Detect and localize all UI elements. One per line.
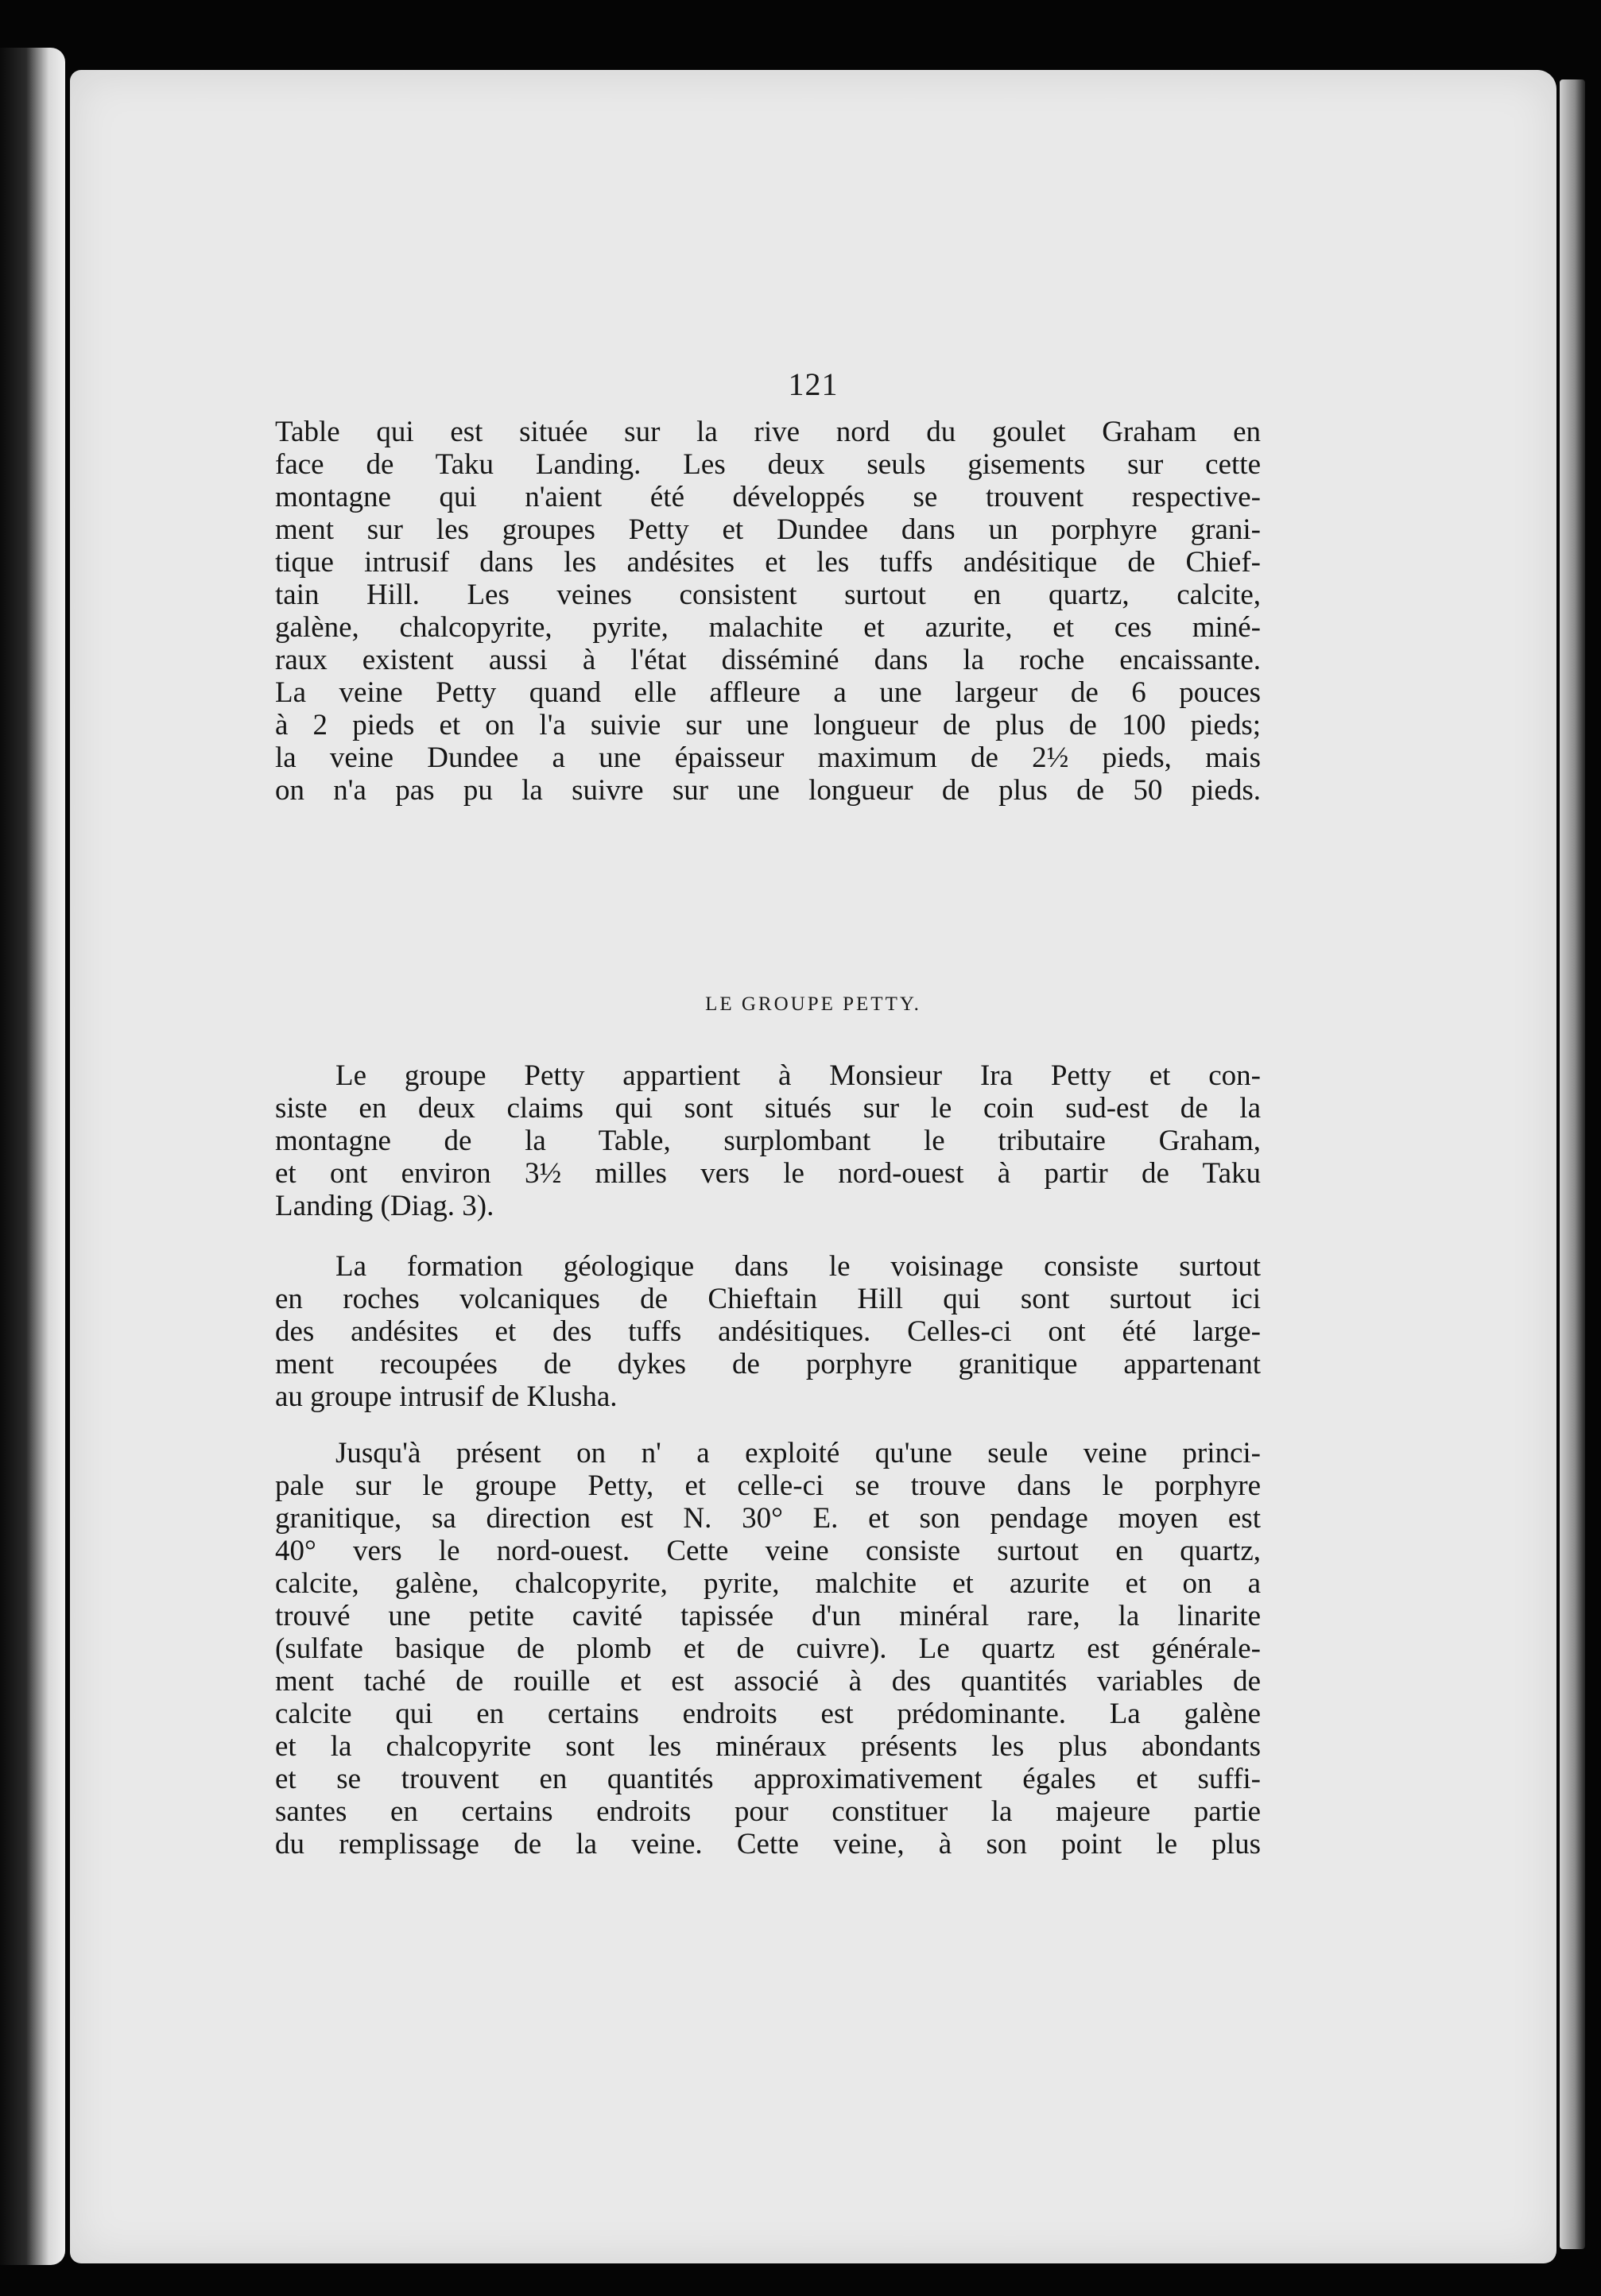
intro-paragraph: [275, 416, 1261, 807]
text-line: calcite qui en certains endroits est prédominante. La galène: [275, 1698, 1261, 1730]
right-binding-edge: [1560, 79, 1585, 2249]
text-line: des andésites et des tuffs andésitiques. Celles-ci ont été large-: [275, 1315, 1261, 1348]
text-line: pale sur le groupe Petty, et celle-ci se trouve dans le porphyre: [275, 1469, 1261, 1502]
section-heading: LE GROUPE PETTY.: [705, 993, 921, 1015]
text-line: montagne qui n'aient été développés se trouvent respective-: [275, 481, 1261, 513]
text-line: face de Taku Landing. Les deux seuls gisements sur cette: [275, 448, 1261, 481]
text-line: on n'a pas pu la suivre sur une longueur de plus de 50 pieds.: [275, 774, 1261, 807]
text-line: du remplissage de la veine. Cette veine, à son point le plus: [275, 1828, 1261, 1860]
text-line: tique intrusif dans les andésites et les tuffs andésitique de Chief-: [275, 546, 1261, 579]
text-line: à 2 pieds et on l'a suivie sur une longueur de plus de 100 pieds;: [275, 709, 1261, 741]
text-line: ment recoupées de dykes de porphyre granitique appartenant: [275, 1348, 1261, 1380]
text-line: granitique, sa direction est N. 30° E. et son pendage moyen est: [275, 1502, 1261, 1535]
paragraph-geology: [275, 1250, 1261, 1413]
text-line: Landing (Diag. 3).: [275, 1190, 494, 1222]
page-number: 121: [788, 366, 839, 402]
text-line: Jusqu'à présent on n' a exploité qu'une seule veine princi-: [335, 1437, 1261, 1469]
text-line: en roches volcaniques de Chieftain Hill qui sont surtout ici: [275, 1283, 1261, 1315]
paragraph-vein: [275, 1437, 1261, 1860]
text-line: Le groupe Petty appartient à Monsieur Ira Petty et con-: [335, 1059, 1261, 1092]
text-line: calcite, galène, chalcopyrite, pyrite, malchite et azurite et on a: [275, 1567, 1261, 1600]
text-line: Table qui est située sur la rive nord du goulet Graham en: [275, 416, 1261, 448]
text-line: ment sur les groupes Petty et Dundee dans un porphyre grani-: [275, 513, 1261, 546]
text-line: raux existent aussi à l'état disséminé dans la roche encaissante.: [275, 644, 1261, 676]
text-line: et ont environ 3½ milles vers le nord-ouest à partir de Taku: [275, 1157, 1261, 1190]
book-page: [70, 70, 1556, 2263]
text-line: (sulfate basique de plomb et de cuivre). Le quartz est générale-: [275, 1632, 1261, 1665]
text-line: siste en deux claims qui sont situés sur le coin sud-est de la: [275, 1092, 1261, 1125]
text-line: la veine Dundee a une épaisseur maximum de 2½ pieds, mais: [275, 741, 1261, 774]
text-line: au groupe intrusif de Klusha.: [275, 1380, 618, 1413]
text-line: et la chalcopyrite sont les minéraux présents les plus abondants: [275, 1730, 1261, 1763]
text-line: galène, chalcopyrite, pyrite, malachite et azurite, et ces miné-: [275, 611, 1261, 644]
text-line: ment taché de rouille et est associé à des quantités variables de: [275, 1665, 1261, 1698]
paragraph-ownership: [275, 1059, 1261, 1222]
text-line: et se trouvent en quantités approximativement égales et suffi-: [275, 1763, 1261, 1795]
text-line: La veine Petty quand elle affleure a une largeur de 6 pouces: [275, 676, 1261, 709]
text-line: 40° vers le nord-ouest. Cette veine consiste surtout en quartz,: [275, 1535, 1261, 1567]
text-line: montagne de la Table, surplombant le tributaire Graham,: [275, 1125, 1261, 1157]
text-line: tain Hill. Les veines consistent surtout en quartz, calcite,: [275, 579, 1261, 611]
text-line: La formation géologique dans le voisinage consiste surtout: [335, 1250, 1261, 1283]
text-line: santes en certains endroits pour constituer la majeure partie: [275, 1795, 1261, 1828]
left-page-edge: [0, 48, 65, 2265]
text-line: trouvé une petite cavité tapissée d'un minéral rare, la linarite: [275, 1600, 1261, 1632]
